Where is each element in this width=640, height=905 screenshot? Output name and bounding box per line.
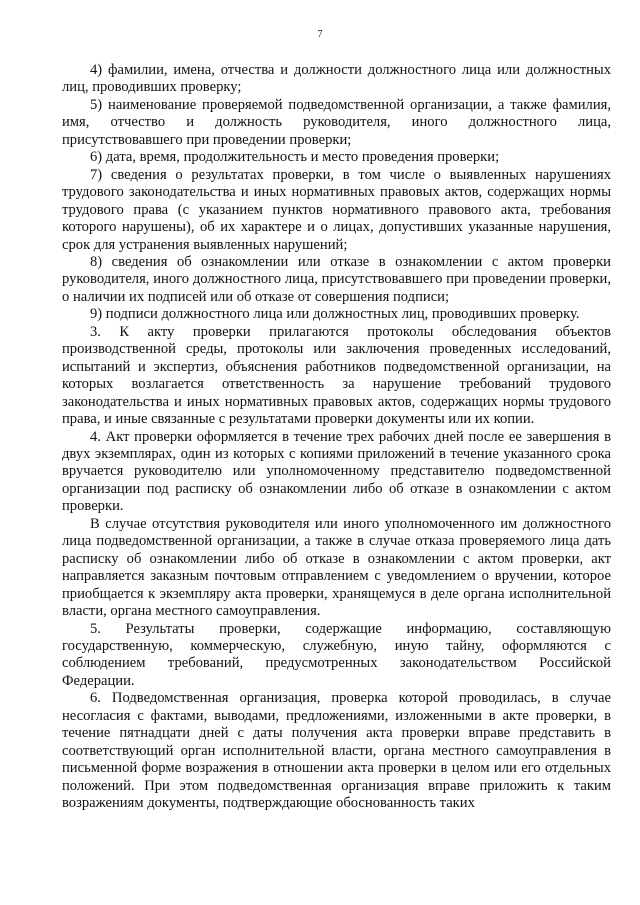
paragraph-section-5: 5. Результаты проверки, содержащие информацию, составляющую государственную, коммерческую, служебную, иную тайну, оформляются с соблюдением требований, предусмотренных законодательством Российской Федерации. (62, 620, 611, 689)
paragraph-section-4: 4. Акт проверки оформляется в течение трех рабочих дней после ее завершения в двух экземплярах, один из которых с копиями приложений в течение указанного срока вручается руководителю или уполномоченному представителю подведомственной организации под расписку об ознакомлении либо об отказе в ознакомлении с актом проверки. (62, 428, 611, 515)
paragraph-item-7: 7) сведения о результатах проверки, в том числе о выявленных нарушениях трудового законодательства и иных нормативных правовых актов, содержащих нормы трудового права (с указанием пунктов нормативного правового акта, требования которого нарушены), об их характере и о лицах, допустивших указанные нарушения, срок для устранения выявленных нарушений; (62, 166, 611, 253)
paragraph-item-5: 5) наименование проверяемой подведомственной организации, а также фамилия, имя, отчество и должность руководителя, иного должностного лица, присутствовавшего при проведении проверки; (62, 96, 611, 148)
document-body (62, 62, 611, 812)
paragraph-item-8: 8) сведения об ознакомлении или отказе в ознакомлении с актом проверки руководителя, иного должностного лица, присутствовавшего при проведении проверки, о наличии их подписей или об отказе от совершения подписи; (62, 253, 611, 305)
paragraph-item-9: 9) подписи должностного лица или должностных лиц, проводивших проверку. (90, 306, 580, 323)
paragraph-absence-case: В случае отсутствия руководителя или иного уполномоченного им должностного лица подведомственной организации, а также в случае отказа проверяемого лица дать расписку об ознакомлении либо об отказе в ознакомлении с актом проверки, акт направляется заказным почтовым отправлением с уведомлением о вручении, которое приобщается к экземпляру акта проверки, хранящемуся в деле органа исполнительной власти, органа местного самоуправления. (62, 515, 611, 620)
paragraph-item-4: 4) фамилии, имена, отчества и должности должностного лица или должностных лиц, проводивших проверку; (62, 62, 611, 96)
paragraph-item-6: 6) дата, время, продолжительность и место проведения проверки; (90, 149, 500, 166)
paragraph-section-6: 6. Подведомственная организация, проверка которой проводилась, в случае несогласия с фактами, выводами, предложениями, изложенными в акте проверки, в течение пятнадцати дней с даты получения акта проверки вправе представить в соответствующий орган исполнительной власти, органа местного самоуправления в письменной форме возражения в отношении акта проверки в целом или его отдельных положений. При этом подведомственная организация вправе приложить к таким возражениям документы, подтверждающие обоснованность таких (62, 690, 611, 812)
page-number: 7 (317, 29, 323, 40)
paragraph-section-3: 3. К акту проверки прилагаются протоколы обследования объектов производственной среды, протоколы или заключения проведенных исследований, испытаний и экспертиз, объяснения работников подведомственной организации, на которых возлагается ответственность за нарушение требований трудового законодательства и иных нормативных правовых актов, содержащих нормы трудового права, и иные связанные с результатами проверки документы или их копии. (62, 323, 611, 428)
